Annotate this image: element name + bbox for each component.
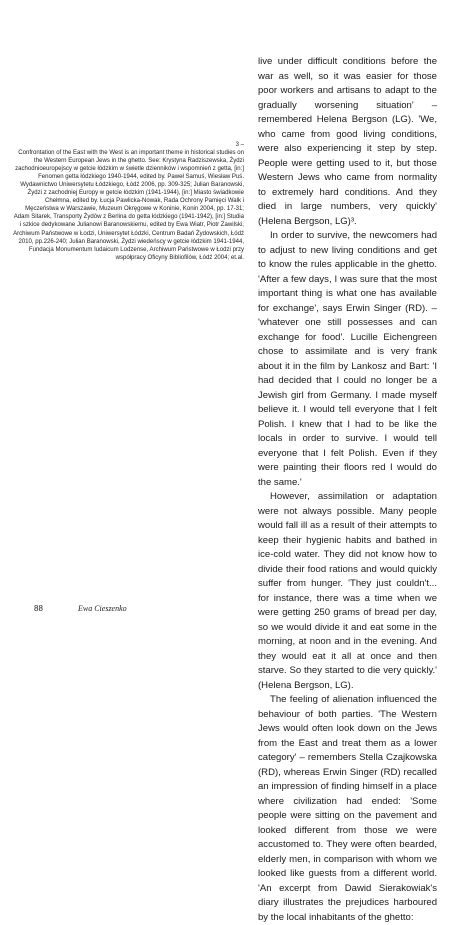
body-paragraph-1: live under difficult conditions before the war as well, so it was easier for those poor workers and artisans to adapt to the gradually worsening situation' – remembered Helena Bergson (LG). 'We, who came from good living conditions, were also experiencing it step by step. People were getting used to it, but those Western Jews who came from normality to extremely hard conditions. And they died in large numbers, very quickly' (Helena Bergson, LG)³. [258, 56, 437, 227]
side-footnote [12, 141, 244, 262]
page-number: 88 [34, 604, 43, 613]
body-paragraph-2: In order to survive, the newcomers had to adjust to new living conditions and get to know the rules applicable in the ghetto. 'After a few days, I was sure that the most important thing is what one has available for exchange', says Erwin Singer (RD). – 'whatever one still possesses and can exchange for food'. Lucille Eichengreen chose to assimilate and is very frank about it in the film by Lankosz and Bart: 'I had decided that I could no longer be a Jewish girl from Germany. I made myself believe it. I would tell everyone that I felt Polish. I knew that I had to be like the locals in order to survive. I would tell everyone that I felt Polish. Even if they were painting their floors red I would do the same.' [258, 230, 437, 488]
body-paragraph-4: The feeling of alienation influenced the behaviour of both parties. 'The Western Jews would often look down on the Jews from the East and treat them as a lower category' – remembers Stella Czajkowska (RD), whereas Erwin Singer (RD) recalled an impression of finding himself in a place where civilization had ended: 'Some people were sitting on the pavement and looked different from those we were accustomed to. They were often bearded, elderly men, in comparison with whom we looked like guests from a different world. 'An excerpt from Dawid Sierakowiak's diary illustrates the prejudices harboured by the local inhabitants of the ghetto: [258, 694, 437, 923]
body-paragraph-3: However, assimilation or adaptation were not always possible. Many people would fall ill as a result of their attempts to keep their hygienic habits and bathed in ice-cold water. They did not know how to divide their food rations and would quickly suffer from hunger. 'They just couldn't... for instance, there was a time when we were getting 250 grams of bread per day, so we would divide it and eat some in the morning, at noon and in the evening. And they would eat it all at once and then starve. So they started to die very quickly.' (Helena Bergson, LG). [258, 491, 437, 691]
main-text-column [258, 55, 437, 925]
footnote-text: Confrontation of the East with the West is an important theme in historical studies on the Western European Jews in the ghetto. See: Krystyna Radziszewska, Żydzi zachodnioeuropejscy w getcie łódzkim w świetle dzienników i wspomnień z getta, [in:] Fenomen getta łódzkiego 1940-1944, edited by. Paweł Samuś, Wiesław Puś. Wydawnictwo Uniwersytetu Łódzkiego, Łódź 2006, pp. 309-325; Julian Baranowski, Żydzi z zachodniej Europy w getcie łódzkim (1941-1944), [in:] Miasto świadkowie Chełmna, edited by. Łucja Pawlicka-Nowak, Rada Ochrony Pamięci Walk i Męczeństwa w Warszawie, Muzeum Okręgowe w Koninie, Konin 2004, pp. 17-31; Adam Sitarek, Transporty Żydów z Berlina do getta łódzkiego (1941-1942), [in:] Studia i szkice dedykowane Julianowi Baranowskiemu, edited by Ewa Wiatr, Piotr Zawilski, Archiwum Państwowe w Łodzi, Uniwersytet Łódzki, Centrum Badań Żydowskich, Łódź 2010, pp.226-240; Julian Baranowski, Żydzi wiedeńscy w getcie łódzkim 1941-1944, Fundacja Monumentum Iudaicum Lodzense, Archiwum Państwowe w Łodzi przy współpracy Oficyny Bibliofilów, Łódź 2004; et.al. [13, 150, 244, 261]
running-head-author: Ewa Cieszenko [78, 604, 127, 613]
footnote-marker: 3 – [235, 142, 244, 148]
